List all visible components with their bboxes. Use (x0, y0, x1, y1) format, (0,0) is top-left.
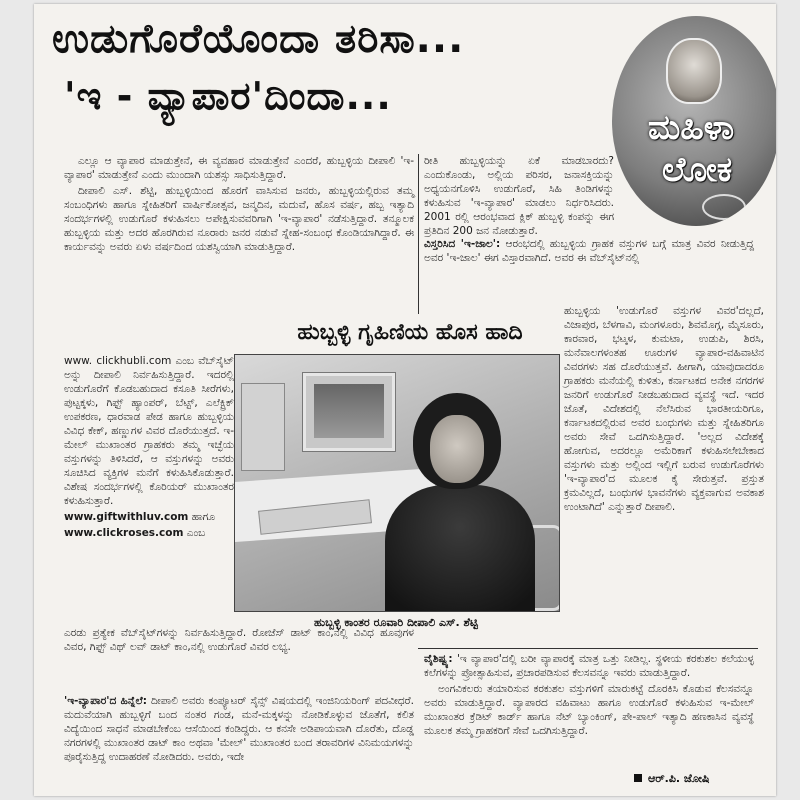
left-after-urls-column (64, 626, 414, 656)
masthead-title-line-1: ಮಹಿಳಾ (648, 108, 735, 148)
newspaper-clipping (34, 4, 776, 796)
left-after-urls-text: ಎರಡು ಪ್ರತ್ಯೇಕ ವೆಬ್‌ಸೈಟ್‌ಗಳನ್ನು ನಿರ್ವಹಿಸುತ್ತಿದ್ದಾರೆ. ರೋಜೆಸ್ ಡಾಟ್ ಕಾಂ,ನಲ್ಲಿ ವಿವಿಧ ಹೂವುಗಳ ವಿವರ, ಗಿಫ್ಟ್ ವಿಥ್ ಲವ್ ಡಾಟ್ ಕಾಂ,ನಲ್ಲಿ ಉಡುಗೊರೆ ವಿವರ ಲಭ್ಯ. (64, 627, 414, 653)
right-top-column (424, 154, 614, 240)
right-second-column (424, 237, 754, 267)
column-divider (418, 154, 419, 314)
computer-tower (241, 383, 285, 471)
right-second-lead: ವಿಸ್ತರಿಸಿದ 'ಇ-ಜಾಲ': (424, 238, 501, 250)
right-second-text: ಆರಂಭದಲ್ಲಿ ಹುಬ್ಬಳ್ಳಿಯ ಗ್ರಾಹಕ ವಸ್ತುಗಳ ಬಗ್ಗೆ ಮಾತ್ರ ವಿವರ ನೀಡುತ್ತಿದ್ದ ಅವರ 'ಇ-ಜಾಲ' ಈಗ ವಿಸ್ತಾರವಾಗಿದೆ. ಅವರ ಈ ವೆಬ್‌ಸೈಟ್‌ನಲ್ಲಿ (424, 238, 754, 264)
byline-name: ಆರ್.ಪಿ. ಜೋಷಿ (648, 772, 710, 785)
byline (634, 772, 709, 786)
url-giftwithluv: www.giftwithluv.com (64, 511, 189, 523)
left-column (64, 354, 234, 542)
bottom-right-lead: ವೈಶಿಷ್ಟ್ಯ: (424, 653, 453, 665)
article-photo (234, 354, 560, 612)
person-face (430, 415, 484, 483)
right-side-text: ಹುಬ್ಬಳ್ಳಿಯ 'ಉಡುಗೊರೆ ವಸ್ತುಗಳ ವಿವರ'ದಲ್ಲದೆ, ವಿಜಾಪುರ, ಬೆಳಗಾವಿ, ಮಂಗಳೂರು, ಶಿವಮೊಗ್ಗ, ಮೈಸೂರು, ಕಾರವಾರ, ಭಟ್ಕಳ, ಕುಮಟಾ, ಉಡುಪಿ, ಶಿರಸಿ, ಮನೆವಾಲಗಳಂತಹ ಊರುಗಳ ವ್ಯಾಪಾರ-ವಹಿವಾಟಿನ ವಿವರಗಳು ಸಹ ದೊರೆಯುತ್ತವೆ. ಹೀಗಾಗಿ, ಯಾವುದಾದರೂ ಗ್ರಾಹಕರು ಮನೆಯಲ್ಲಿ ಕುಳಿತು, ಕರ್ನಾಟಕದ ಅನೇಕ ನಗರಗಳ ಜನರಿಗೆ ಉಡುಗೊರೆ ನೀಡಬಹುದಾದ ವ್ಯವಸ್ಥೆ ಇದೆ. ಇದರ ಜೊತೆ, ವಿದೇಶದಲ್ಲಿ ನೆಲೆಸಿರುವ ಭಾರತೀಯರಿಗೂ, ಕರ್ನಾಟಕದಲ್ಲಿರುವ ಅವರ ಬಂಧುಗಳು ಮತ್ತು ಸ್ನೇಹಿತರಿಗೂ ಅವರು ಸೇವೆ ಒದಗಿಸುತ್ತಿದ್ದಾರೆ. 'ಅಲ್ಲದ ವಿದೇಶಕ್ಕೆ ಹೋಗುವ, ಅದರಲ್ಲೂ ಅಮೆರಿಕಾಗೆ ಕಳುಹಿಸಲೇಬೇಕಾದ ವಸ್ತುಗಳು ಮತ್ತು ಅಲ್ಲಿಂದ ಇಲ್ಲಿಗೆ ಬರುವ ಉಡುಗೊರೆಗಳು 'ಇ-ವ್ಯಾಪಾರ'ದ ಮೂಲಕ ಕೈ ಸೇರುತ್ತವೆ. ಪ್ರಸ್ತುತ ಕ್ರಮವಿಲ್ಲದೆ, ಬಂಧುಗಳ ಭಾವನೆಗಳು ವ್ಯಕ್ತವಾಗುವ ಅವಕಾಶ ಉಂಟಾಗಿದೆ' ಎನ್ನುತ್ತಾರೆ ದೀಪಾಲಿ. (564, 305, 764, 513)
bottom-right-column (424, 652, 754, 740)
intro-paragraph-2: ದೀಪಾಲಿ ಎಸ್. ಶೆಟ್ಟಿ, ಹುಬ್ಬಳ್ಳಿಯಿಂದ ಹೊರಗೆ ವಾಸಿಸುವ ಜನರು, ಹುಬ್ಬಳ್ಳಿಯಲ್ಲಿರುವ ತಮ್ಮ ಸಂಬಂಧಿಗಳು ಹಾಗೂ ಸ್ನೇಹಿತರಿಗೆ ವಾರ್ಷಿಕೋತ್ಸವ, ಜನ್ಮದಿನ, ಮದುವೆ, ಹೊಸ ವರ್ಷ, ಹಬ್ಬ ಇತ್ಯಾದಿ ಸಂದರ್ಭಗಳಲ್ಲಿ ಉಡುಗೊರೆ ಕಳುಹಿಸಲು ಅಪೇಕ್ಷಿಸುವವರಿಗಾಗಿ 'ಇ-ವ್ಯಾಪಾರ' ನಡೆಸುತ್ತಿದ್ದಾರೆ. ತನ್ಮೂಲಕ ಹುಬ್ಬಳ್ಳಿಯ ಮತ್ತು ಅದರ ಹೊರಗಿರುವ ನೂರಾರು ಜನರ ನಡುವೆ ಸ್ನೇಹ-ಸಂಬಂಧ ಕೊಂಡಿಯಾಗಿದ್ದಾರೆ. ಈ ಕಾರ್ಯವನ್ನು ಅವರು ಏಳು ವರ್ಷದಿಂದ ಯಶಸ್ವಿಯಾಗಿ ಮಾಡುತ್ತಿದ್ದಾರೆ. (64, 185, 414, 253)
intro-paragraph-1: ಎಲ್ಲೂ ಆ ವ್ಯಾಪಾರ ಮಾಡುತ್ತೇನೆ, ಈ ವ್ಯವಹಾರ ಮಾಡುತ್ತೇನೆ ಎಂದರೆ, ಹುಬ್ಬಳ್ಳಿಯ ದೀಪಾಲಿ 'ಇ-ವ್ಯಾಪಾರ' ಮಾಡುತ್ತೇನೆ ಎಂದು ಮುಂದಾಗಿ ಯಶಸ್ಸು ಸಾಧಿಸುತ್ತಿದ್ದಾರೆ. (64, 155, 414, 181)
end-mark-icon (634, 774, 642, 782)
url-clickroses: www.clickroses.com (64, 527, 184, 539)
intro-column (64, 154, 414, 256)
bottom-right-paragraph-2: ಅಂಗವಿಕಲರು ತಯಾರಿಸುವ ಕರಕುಶಲ ವಸ್ತುಗಳಿಗೆ ಮಾರುಕಟ್ಟೆ ದೊರಕಿಸಿ ಕೊಡುವ ಕೆಲಸವನ್ನೂ ಅವರು ಮಾಡುತ್ತಿದ್ದಾರೆ. ವ್ಯಾಪಾರದ ವಹಿವಾಟು ಹಾಗೂ ಉಡುಗೊರೆ ಕಳುಹಿಸುವ ಇ-ಮೇಲ್ ಮುಖಾಂತರ ಕ್ರೆಡಿಟ್ ಕಾರ್ಡ್ ಹಾಗೂ ನೆಟ್ ಬ್ಯಾಂಕಿಂಗ್, ಪೇ-ಪಾಲ್ ಇತ್ಯಾದಿ ಹಣಕಾಸಿನ ವ್ಯವಸ್ಥೆ ಮೂಲಕ ತಮ್ಮ ಗ್ರಾಹಕರಿಗೆ ಸೇವೆ ಒದಗಿಸುತ್ತಿದ್ದಾರೆ. (424, 683, 754, 737)
computer-monitor (303, 373, 395, 451)
headline-line-2: 'ಇ - ವ್ಯಾಪಾರ'ದಿಂದಾ... (64, 74, 392, 118)
person-body (385, 485, 535, 612)
section-divider (418, 648, 758, 649)
bottom-left-column (64, 694, 414, 766)
bottom-right-text: 'ಇ ವ್ಯಾಪಾರ'ದಲ್ಲಿ ಬರೀ ವ್ಯಾಪಾರಕ್ಕೆ ಮಾತ್ರ ಒತ್ತು ನೀಡಿಲ್ಲ. ಸ್ಥಳೀಯ ಕರಕುಶಲ ಕಲೆಯುಳ್ಳ ಕಲೆಗಳನ್ನು ಪ್ರೋತ್ಸಾಹಿಸುವ, ಪ್ರಚಾರಪಡಿಸುವ ಕೆಲಸವನ್ನೂ ಇವರು ಮಾಡುತ್ತಿದ್ದಾರೆ. (424, 653, 754, 679)
column-masthead-logo (612, 16, 776, 226)
bottom-left-text: ದೀಪಾಲಿ ಅವರು ಕಂಪ್ಯೂಟರ್ ಸೈನ್ಸ್ ವಿಷಯದಲ್ಲಿ ಇಂಜಿನಿಯರಿಂಗ್ ಪದವೀಧರೆ. ಮದುವೆಯಾಗಿ ಹುಬ್ಬಳ್ಳಿಗೆ ಬಂದ ನಂತರ ಗಂಡ, ಮನೆ-ಮಕ್ಕಳನ್ನು ನೋಡಿಕೊಳ್ಳುವ ಜೊತೆಗೆ, ಕಲಿತ ವಿದ್ಯೆಯಿಂದ ಸಾಧನೆ ಮಾಡಬೇಕೆಂಬ ಆಸೆಯಿಂದ ಕಂಡಿದ್ದರು. ಆ ಕನಸೇ ಅಡಿಪಾಯವಾಗಿ ದೊರೆತು, ದೊಡ್ಡ ನಗರಗಳಲ್ಲಿ ಮುಖಾಂತರ ಡಾಟ್ ಕಾಂ ಅಥವಾ 'ಮೇಲ್' ಮುಖಾಂತರ ಬಂದ ತರಾವರಿಗಳ ವಿನಿಮಯಗಳನ್ನು ಪೂರೈಸುತ್ತಿದ್ದ ಉದಾಹರಣೆ ನೋಡಿದರು. ಅವರು, ಇದೇ (64, 695, 414, 763)
portrait-icon (666, 38, 722, 104)
url-join-word: ಹಾಗೂ (191, 511, 216, 523)
url-tail-word: ಎಂಬ (186, 527, 206, 539)
masthead-title-line-2: ಲೋಕ (662, 150, 733, 190)
article-subhead: ಹುಬ್ಬಳ್ಳಿ ಗೃಹಿಣಿಯ ಹೊಸ ಹಾದಿ (297, 320, 523, 345)
left-column-text: www. clickhubli.com ಎಂಬ ವೆಬ್‌ಸೈಟ್ ಅನ್ನು ದೀಪಾಲಿ ನಿರ್ವಹಿಸುತ್ತಿದ್ದಾರೆ. ಇದರಲ್ಲಿ ಉಡುಗೊರೆಗೆ ಕೊಡಬಹುದಾದ ಕಸೂತಿ ಸೀರೆಗಳು, ಪುಟ್ಟಕ್ಕಳು, ಗಿಫ್ಟ್ ಹ್ಯಾಂಪರ್, ಬೆಟ್ಟ್, ಎಲೆಕ್ಟ್ರಿಕ್ ಉಪಕರಣ, ಧಾರವಾಡ ಪೇಡ ಹಾಗೂ ಹುಬ್ಬಳ್ಳಿಯ ವಿವಿಧ ಕೇಕ್, ಹಣ್ಣುಗಳ ವಿವರ ದೊರೆಯುತ್ತದೆ. ಇ-ಮೇಲ್ ಮುಖಾಂತರ ಗ್ರಾಹಕರು ತಮ್ಮ ಇಚ್ಛೆಯ ವಸ್ತುಗಳನ್ನು ತಿಳಿಸಿದರೆ, ಆ ವಸ್ತುಗಳನ್ನು ಅವರು ಸೂಚಿಸಿದ ವ್ಯಕ್ತಿಗಳ ಮನೆಗೆ ಕಳುಹಿಸಿಕೊಡುತ್ತಾರೆ. ವಿಶೇಷ ಸಂದರ್ಭಗಳಲ್ಲಿ ಕೊರಿಯರ್ ಮುಖಾಂತರ ಕಳುಹಿಸುತ್ತಾರೆ. (64, 355, 234, 507)
photo-caption: ಹುಬ್ಬಳ್ಳಿ ಕಾಂತರ ರೂವಾರಿ ದೀಪಾಲಿ ಎಸ್. ಶೆಟ್ಟಿ (314, 616, 478, 629)
right-top-paragraph: ರೀತಿ ಹುಬ್ಬಳ್ಳಿಯನ್ನು ಏಕೆ ಮಾಡಬಾರದು? ಎಂದುಕೊಂಡು, ಅಲ್ಲಿಯ ಪರಿಸರ, ಜನಾಸಕ್ತಿಯನ್ನು ಅಧ್ಯಯನಗೊಳಿಸಿ ಉಡುಗೊರೆ, ಸಿಹಿ ತಿಂಡಿಗಳನ್ನು ಕಳುಹಿಸುವ 'ಇ-ವ್ಯಾಪಾರ' ಮಾಡಲು ನಿರ್ಧರಿಸಿದರು. 2001 ರಲ್ಲಿ ಆರಂಭವಾದ ಕ್ಲಿಕ್ ಹುಬ್ಬಳ್ಳಿ ಕಂಪನ್ನು ಈಗ ಪ್ರತಿದಿನ 200 ಜನ ನೋಡುತ್ತಾರೆ. (424, 155, 614, 237)
flourish-icon (702, 194, 746, 220)
bottom-left-lead: 'ಇ-ವ್ಯಾಪಾರ'ದ ಹಿನ್ನೆಲೆ: (64, 695, 147, 707)
right-side-column (564, 304, 764, 516)
headline-line-1: ಉಡುಗೊರೆಯೊಂದಾ ತರಿಸಾ... (52, 16, 465, 62)
